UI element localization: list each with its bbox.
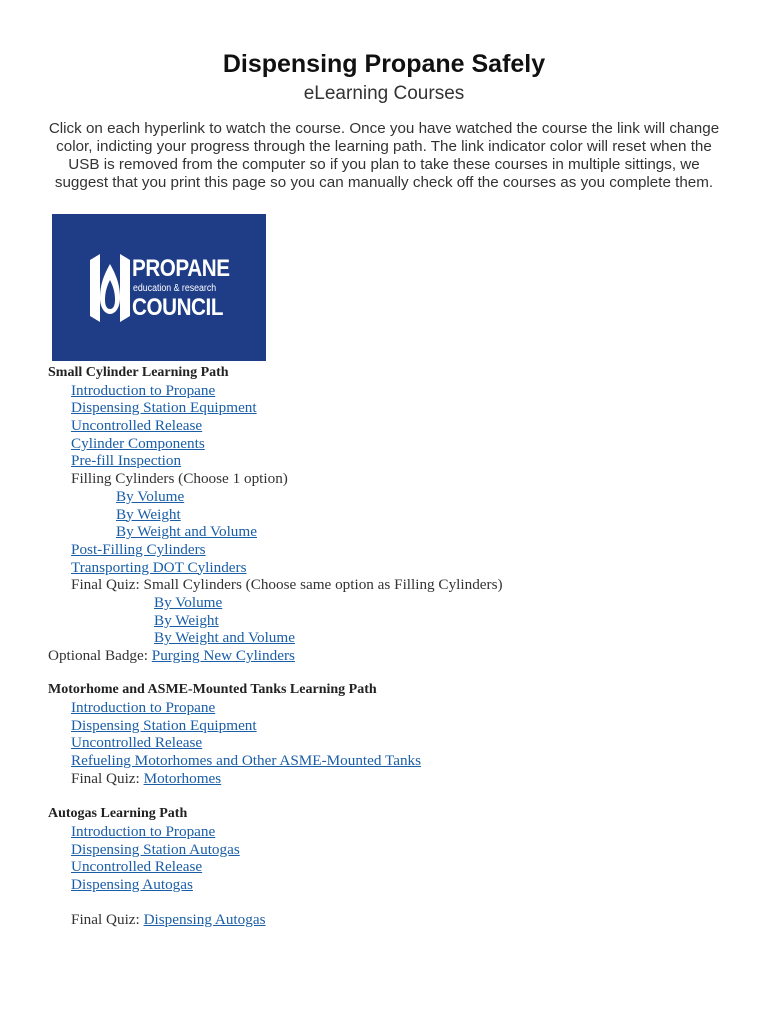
intro-paragraph: Click on each hyperlink to watch the course. Once you have watched the course the link will change color, indicting your progress through the learning path. The link indicator color will reset when the USB is removed from the computer so if you plan to take these courses in multiple sittings, we suggest that you print this page so you can manually check off the courses as you complete them. bbox=[48, 120, 720, 191]
section-heading-small-cylinder: Small Cylinder Learning Path bbox=[48, 365, 229, 380]
course-link[interactable]: Introduction to Propane bbox=[71, 698, 216, 716]
logo-word-council: COUNCIL bbox=[132, 294, 224, 321]
quiz-option-link[interactable]: By Weight bbox=[154, 611, 219, 629]
quiz-option-link[interactable]: By Weight and Volume bbox=[154, 629, 295, 647]
final-quiz-label: Final Quiz: bbox=[71, 911, 144, 929]
learning-paths bbox=[48, 364, 748, 929]
course-link[interactable]: Refueling Motorhomes and Other ASME-Mounted Tanks bbox=[71, 751, 422, 769]
filling-option-link[interactable]: By Volume bbox=[116, 487, 185, 505]
course-link[interactable]: Dispensing Station Autogas bbox=[71, 840, 240, 858]
quiz-option-link[interactable]: By Volume bbox=[154, 593, 223, 611]
course-link[interactable]: Uncontrolled Release bbox=[71, 858, 203, 876]
propane-council-logo bbox=[52, 214, 266, 361]
course-link[interactable]: Transporting DOT Cylinders bbox=[71, 558, 247, 576]
course-link[interactable]: Dispensing Station Equipment bbox=[71, 399, 257, 417]
filling-cylinders-label: Filling Cylinders (Choose 1 option) bbox=[71, 470, 288, 488]
course-link[interactable]: Uncontrolled Release bbox=[71, 734, 203, 752]
page-title: Dispensing Propane Safely bbox=[222, 50, 546, 78]
course-link[interactable]: Introduction to Propane bbox=[71, 381, 216, 399]
flame-icon bbox=[88, 254, 132, 322]
course-link[interactable]: Uncontrolled Release bbox=[71, 417, 203, 435]
final-quiz-label: Final Quiz: bbox=[71, 769, 144, 787]
final-quiz-label: Final Quiz: Small Cylinders (Choose same option as Filling Cylinders) bbox=[71, 576, 503, 594]
section-heading-autogas: Autogas Learning Path bbox=[48, 806, 188, 822]
logo-word-propane: PROPANE bbox=[132, 255, 230, 282]
quiz-link[interactable]: Dispensing Autogas bbox=[143, 911, 266, 929]
section-heading-motorhome: Motorhome and ASME-Mounted Tanks Learning Path bbox=[48, 682, 377, 698]
filling-option-link[interactable]: By Weight bbox=[116, 505, 181, 523]
page-subtitle: eLearning Courses bbox=[303, 83, 465, 104]
badge-link[interactable]: Purging New Cylinders bbox=[151, 647, 295, 664]
course-link[interactable]: Cylinder Components bbox=[71, 434, 205, 452]
optional-badge-label: Optional Badge: bbox=[48, 647, 152, 664]
course-link[interactable]: Pre-fill Inspection bbox=[71, 452, 182, 470]
filling-option-link[interactable]: By Weight and Volume bbox=[116, 523, 257, 541]
logo-word-education: education & research bbox=[133, 283, 217, 294]
course-link[interactable]: Post-Filling Cylinders bbox=[71, 540, 206, 558]
course-link[interactable]: Dispensing Autogas bbox=[71, 876, 193, 894]
quiz-link[interactable]: Motorhomes bbox=[143, 769, 222, 787]
course-link[interactable]: Dispensing Station Equipment bbox=[71, 716, 257, 734]
course-link[interactable]: Introduction to Propane bbox=[71, 823, 216, 840]
